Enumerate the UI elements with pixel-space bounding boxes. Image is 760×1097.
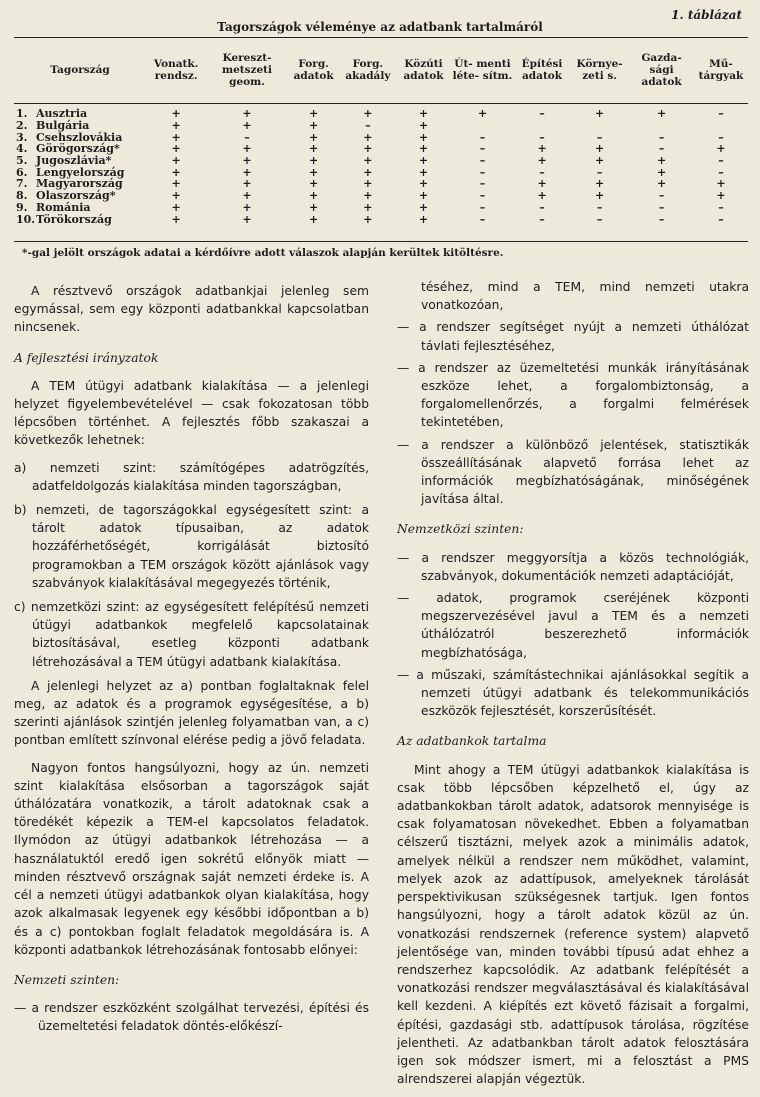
value-cell: + <box>537 177 547 191</box>
value-cell: – <box>718 130 724 144</box>
country-cell <box>14 155 146 167</box>
column-header: Kereszt- metszeti geom. <box>221 52 273 88</box>
row-number: 3. <box>16 130 28 144</box>
value-cell <box>629 120 694 132</box>
table-row <box>14 202 748 214</box>
value-cell: – <box>658 189 665 203</box>
table-body <box>14 102 748 225</box>
section-heading: Nemzeti szinten: <box>14 972 120 987</box>
value-cell: + <box>656 154 667 168</box>
value-cell: + <box>656 177 667 191</box>
paragraph: Nagyon fontos hangsúlyozni, hogy az ún. nemzeti szint kialakítása elsősorban a tagországok saját úthálózatára vonatkozik, a tárolt adatoknak csak a töredékét képezik a TEM-el kapcsolatos feladatok. Ilymódon az útügyi adatbankok létrehozása — a használatuktól eredő igen sokrétű előnyök miatt — minden résztvevő országnak saját nemzeti érdeke is. A cél a nemzeti útügyi adatbankok olyan kialakítása, hogy azok alkalmasak legyenek egy későbbi időpontban a b) és a c) pontokban foglalt feladatok megoldására is. A központi adatbankok létrehozásának fontosabb előnyei: <box>14 760 369 957</box>
value-cell: + <box>171 107 181 121</box>
country-name: Olaszország* <box>36 189 116 203</box>
table-number: 1. táblázat <box>671 8 742 22</box>
country-cell <box>14 166 146 178</box>
value-cell: + <box>309 107 319 121</box>
value-cell: – <box>658 130 665 144</box>
column-header: Út- menti léte- sítm. <box>452 58 513 82</box>
value-cell: + <box>363 212 373 226</box>
table-row <box>14 102 748 120</box>
value-cell: + <box>716 189 726 203</box>
table-title: Tagországok véleménye az adatbank tartalmáról <box>217 20 543 34</box>
value-cell: + <box>418 154 429 168</box>
value-cell: + <box>309 189 319 203</box>
value-cell: – <box>718 107 724 121</box>
value-cell: + <box>242 142 252 156</box>
value-cell: – <box>718 200 724 214</box>
country-cell <box>14 131 146 143</box>
value-cell: + <box>309 119 319 133</box>
list-item: b) nemzeti, de tagországokkal egységesített szint: a tárolt adatok típusaiban, az adatok hozzáférhetőségét, korrigálását biztosító programokban a TEM országok között ajánlások vagy szabványok kialakításával megegyezés történik, <box>14 503 369 590</box>
column-header: Forg. adatok <box>293 58 334 82</box>
row-number: 1. <box>16 107 28 121</box>
value-cell: + <box>594 107 605 121</box>
column-header: Vonatk. rendsz. <box>153 58 199 82</box>
column-header: Mű- tárgyak <box>698 58 744 82</box>
value-cell: + <box>537 142 547 156</box>
value-cell: + <box>418 130 429 144</box>
value-cell: + <box>716 142 726 156</box>
table-row <box>14 155 748 167</box>
table-footnote: *-gal jelölt országok adatai a kérdőívre adott válaszok alapján kerültek kitöltésre. <box>22 247 504 259</box>
right-column <box>397 278 749 1097</box>
list-item: — a rendszer az üzemeltetési munkák irányításának eszköze lehet, a forgalombiztonság, a forgalomellenőrzés, a forgalmi felmérések tekintetében, <box>397 360 749 430</box>
value-cell: – <box>539 130 545 144</box>
paragraph: A TEM útügyi adatbank kialakítása — a jelenlegi helyzet figyelembevételével — csak fokozatosan több lépcsőben történhet. A fejlesztés főbb szakaszai a következők lehetnek: <box>14 378 369 448</box>
value-cell: + <box>594 189 605 203</box>
value-cell: + <box>656 165 667 179</box>
value-cell: + <box>171 212 181 226</box>
value-cell: – <box>596 212 603 226</box>
value-cell: + <box>242 177 252 191</box>
value-cell: + <box>594 177 605 191</box>
value-cell: + <box>363 189 373 203</box>
value-cell: + <box>242 189 252 203</box>
value-cell: – <box>365 119 371 133</box>
value-cell: – <box>539 107 545 121</box>
value-cell: + <box>171 142 181 156</box>
value-cell: – <box>658 212 665 226</box>
section-heading: A fejlesztési irányzatok <box>14 350 159 365</box>
table-row <box>14 131 748 143</box>
value-cell: – <box>539 200 545 214</box>
value-cell: + <box>716 177 726 191</box>
value-cell: + <box>363 154 373 168</box>
value-cell: – <box>479 189 486 203</box>
list-item: — a műszaki, számítástechnikai ajánlásokkal segítik a nemzeti útügyi adatbank és telekommunikációs eszközök fejlesztését, korszerűsítését. <box>397 667 749 719</box>
value-cell: + <box>477 107 488 121</box>
row-number: 9. <box>16 200 28 214</box>
table-row <box>14 190 748 202</box>
column-header: Gazda- sági adatok <box>641 52 682 88</box>
value-cell: + <box>171 130 181 144</box>
country-name: Románia <box>36 200 91 214</box>
list-item: a) nemzeti szint: számítógépes adatrögzítés, adatfeldolgozás kialakítása minden tagországban, <box>14 460 369 493</box>
row-number: 4. <box>16 142 28 156</box>
value-cell: + <box>171 189 181 203</box>
value-cell: + <box>242 212 252 226</box>
table-row <box>14 120 748 132</box>
value-cell: + <box>418 200 429 214</box>
value-cell: – <box>658 200 665 214</box>
list-item: — adatok, programok cseréjének központi megszervezésével javul a TEM és a nemzeti úthálózatról beszerezhető információk megbízhatósága, <box>397 591 749 660</box>
country-name: Görögország* <box>36 142 120 156</box>
value-cell: + <box>418 177 429 191</box>
list-item: — a rendszer meggyorsítja a közös technológiák, szabványok, dokumentációk nemzeti adaptációját, <box>397 550 749 583</box>
value-cell: – <box>479 212 486 226</box>
country-name: Csehszlovákia <box>36 130 123 144</box>
value-cell: + <box>363 200 373 214</box>
value-cell <box>694 120 748 132</box>
country-cell <box>14 143 146 155</box>
country-cell <box>14 120 146 132</box>
value-cell: + <box>418 165 429 179</box>
value-cell: + <box>309 177 319 191</box>
value-cell: + <box>537 154 547 168</box>
country-cell <box>14 102 146 120</box>
paragraph: A résztvevő országok adatbankjai jelenleg sem egymással, sem egy központi adatbankkal kapcsolatban nincsenek. <box>14 284 369 335</box>
left-column <box>14 282 369 1040</box>
table-row <box>14 143 748 155</box>
row-number: 8. <box>16 189 28 203</box>
value-cell: – <box>658 142 665 156</box>
value-cell: + <box>242 165 252 179</box>
value-cell: – <box>479 154 486 168</box>
value-cell: – <box>596 130 603 144</box>
row-number: 7. <box>16 177 28 191</box>
value-cell: + <box>363 107 373 121</box>
value-cell: – <box>479 177 486 191</box>
table-row <box>14 213 748 225</box>
country-name: Ausztria <box>36 107 88 121</box>
row-number: 5. <box>16 154 28 168</box>
value-cell: + <box>171 165 181 179</box>
value-cell: + <box>418 212 429 226</box>
value-cell: – <box>479 165 486 179</box>
country-name: Lengyelország <box>36 165 125 179</box>
table-row <box>14 178 748 190</box>
data-table <box>14 38 748 225</box>
value-cell: + <box>171 154 181 168</box>
section-heading: Nemzetközi szinten: <box>397 522 524 537</box>
country-cell <box>14 190 146 202</box>
value-cell: – <box>718 165 724 179</box>
value-cell: – <box>539 212 545 226</box>
value-cell: + <box>418 142 429 156</box>
value-cell: – <box>539 165 545 179</box>
value-cell: + <box>363 130 373 144</box>
value-cell: – <box>479 200 486 214</box>
value-cell: – <box>479 142 486 156</box>
value-cell: – <box>244 130 250 144</box>
row-number: 2. <box>16 119 28 133</box>
value-cell: + <box>309 142 319 156</box>
list-item-continuation: téséhez, mind a TEM, mind nemzeti utakra vonatkozóan, <box>421 280 749 313</box>
country-name: Törökország <box>36 212 112 226</box>
value-cell: + <box>242 200 252 214</box>
country-cell <box>14 178 146 190</box>
value-cell <box>451 120 514 132</box>
value-cell: + <box>537 189 547 203</box>
country-cell <box>14 202 146 214</box>
value-cell: + <box>309 165 319 179</box>
value-cell: + <box>418 119 429 133</box>
value-cell: + <box>309 200 319 214</box>
value-cell: + <box>309 212 319 226</box>
value-cell: + <box>309 130 319 144</box>
country-name: Jugoszlávia* <box>36 154 112 168</box>
value-cell: + <box>309 154 319 168</box>
paragraph: Mint ahogy a TEM útügyi adatbankok kialakítása is csak több lépcsőben képzelhető el, úgy az adatbankokban tárolt adatok, adatsorok mennyisége is csak folyamatosan növekedhet. Ebben a folyamatban célszerű tisztázni, melyek azok a minimális adatok, amelyek nélkül a rendszer nem működhet, valamint, melyek azok az adattípusok, amelyeknek tárolását perspektivikusan szükségesnek tartjuk. Igen fontos hangsúlyozni, hogy a tárolt adatok közül az ún. vonatkozási rendszernek (reference system) alapvető jelentősége van, minden további típusú adat ehhez a rendszerhez kapcsolódik. Az adatbank felépítését a vonatkozási rendszer megválasztásával és kialakításával kell kezdeni. A kiépítés ezt követő fázisait a forgalmi, építési, gazdasági stb. adattípusok tárolása, rögzítése jelentheti. Az adatbankban tárolt adatok felosztására igen sok módszer ismert, mi a felosztást a PMS alrendszerei alapján végeztük. <box>397 762 749 1087</box>
list-item: — a rendszer eszközként szolgálhat tervezési, építési és üzemeltetési feladatok döntés-előkészí- <box>14 1001 369 1034</box>
value-cell: + <box>171 200 181 214</box>
table-row <box>14 166 748 178</box>
value-cell: + <box>171 177 181 191</box>
list-item: c) nemzetközi szint: az egységesített felépítésű nemzeti útügyi adatbankok megfelelő kapcsolatainak biztosításával, esetleg központi adatbank létrehozásával a TEM útügyi adatbank kialakítása. <box>14 600 369 669</box>
country-cell <box>14 213 146 225</box>
column-header: Forg. akadály <box>345 58 391 82</box>
row-number: 10. <box>16 212 36 226</box>
paragraph: A jelenlegi helyzet az a) pontban foglaltaknak felel meg, az adatok és a programok egységesítése, a b) szerinti ajánlások szintjén jelenleg folyamatban van, a c) pontban említett színvonal elérése pedig a jövő feladata. <box>14 678 369 748</box>
table-bottom-rule <box>14 241 748 242</box>
value-cell: – <box>479 130 486 144</box>
value-cell: + <box>363 177 373 191</box>
country-name: Bulgária <box>36 119 90 133</box>
value-cell: + <box>656 107 667 121</box>
section-heading: Az adatbankok tartalma <box>397 734 547 749</box>
value-cell: + <box>594 142 605 156</box>
list-item: — a rendszer segítséget nyújt a nemzeti úthálózat távlati fejlesztéséhez, <box>397 320 749 353</box>
list-item: — a rendszer a különböző jelentések, statisztikák összeállításának alapvető forrása lehet az információk megbízhatóságának, minőségének javítása által. <box>397 437 749 507</box>
value-cell: – <box>718 154 724 168</box>
value-cell: + <box>363 165 373 179</box>
value-cell: + <box>171 119 181 133</box>
column-header: Közúti adatok <box>403 58 444 82</box>
value-cell: + <box>594 154 605 168</box>
column-header-country: Tagország <box>50 64 110 76</box>
value-cell: – <box>718 212 724 226</box>
value-cell: + <box>363 142 373 156</box>
value-cell: + <box>418 107 429 121</box>
column-header: Környe- zeti s. <box>576 58 623 82</box>
value-cell <box>570 120 629 132</box>
value-cell: + <box>418 189 429 203</box>
country-name: Magyarország <box>36 177 123 191</box>
value-cell: + <box>242 119 252 133</box>
value-cell: – <box>596 200 603 214</box>
column-header: Építési adatok <box>521 58 563 82</box>
table-header-row <box>14 38 748 102</box>
row-number: 6. <box>16 165 28 179</box>
value-cell: – <box>596 165 603 179</box>
value-cell: + <box>242 154 252 168</box>
value-cell: + <box>242 107 252 121</box>
value-cell <box>514 120 570 132</box>
